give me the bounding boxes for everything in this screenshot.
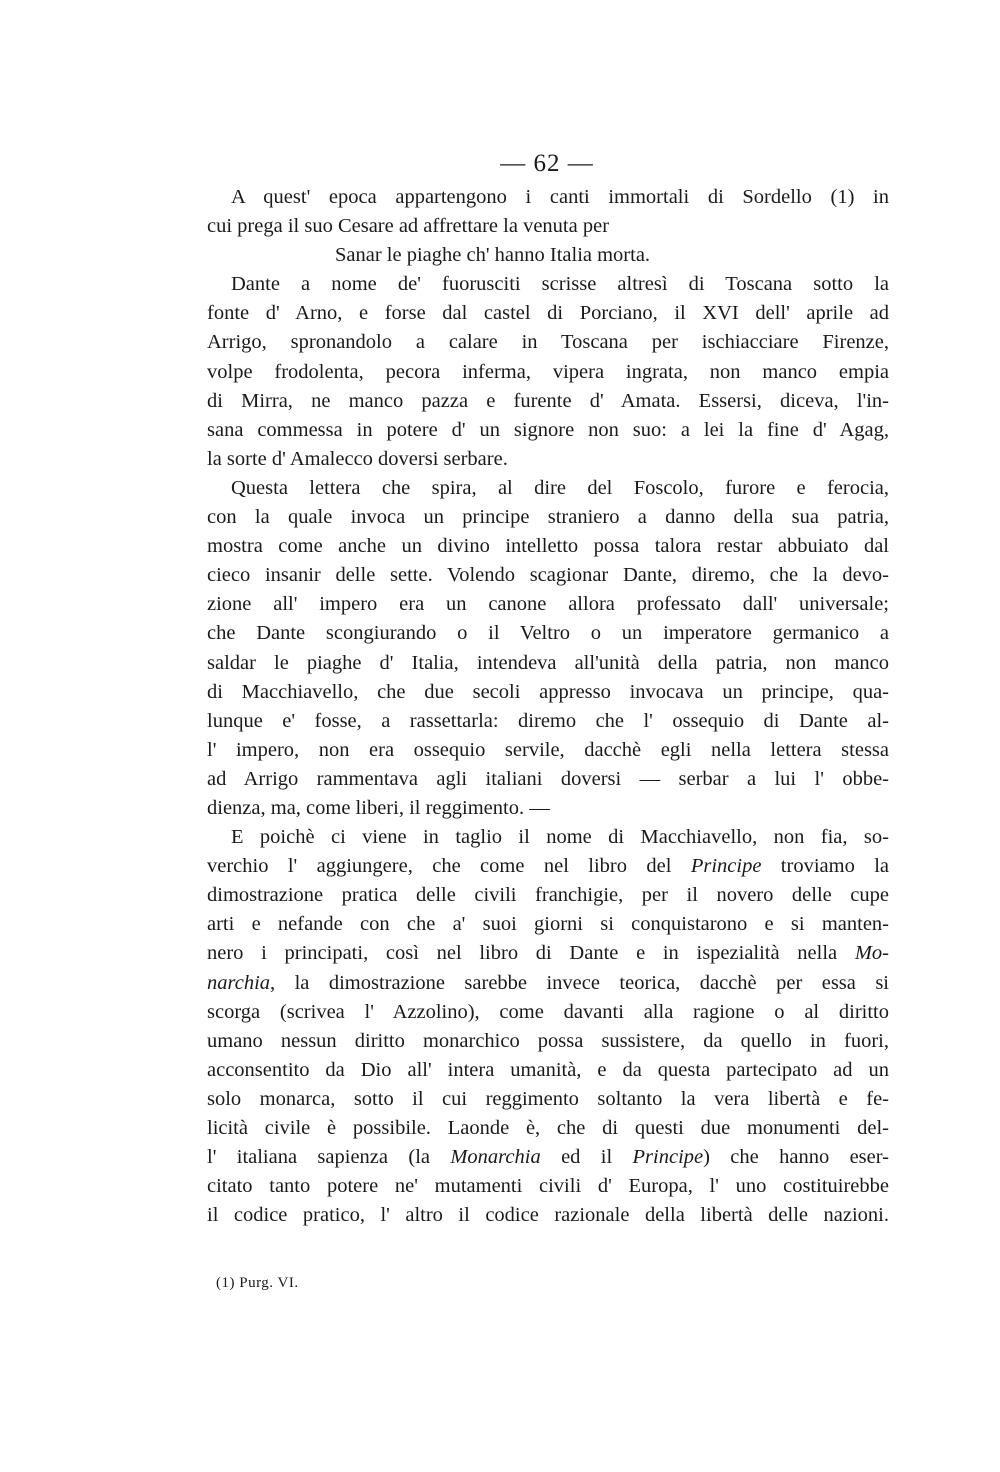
text-run: volpe frodolenta, pecora inferma, vipera ingrata, non manco empia — [207, 360, 889, 383]
text-run: troviamo la — [761, 855, 890, 878]
text-line — [207, 299, 889, 328]
body-text — [207, 183, 889, 1230]
text-run: il codice pratico, l' altro il codice razionale della libertà delle nazioni. — [207, 1204, 889, 1227]
text-line — [207, 532, 889, 561]
text-line — [207, 969, 889, 998]
text-run: l' italiana sapienza (la — [207, 1146, 451, 1169]
text-line — [207, 823, 889, 852]
text-run: ed il — [540, 1146, 633, 1169]
text-run: Dante a nome de' fuorusciti scrisse altresì di Toscana sotto la — [231, 273, 889, 296]
text-run: cui prega il suo Cesare ad affrettare la venuta per — [207, 215, 610, 238]
text-run: scorga (scrivea l' Azzolino), come davanti alla ragione o al diritto — [207, 1000, 889, 1023]
text-line — [207, 736, 889, 765]
text-line — [207, 445, 889, 474]
text-line — [207, 1172, 889, 1201]
text-run: acconsentito da Dio all' intera umanità, e da questa partecipato ad un — [207, 1058, 889, 1081]
text-run: Questa lettera che spira, al dire del Foscolo, furore e ferocia, — [231, 476, 889, 499]
text-run: saldar le piaghe d' Italia, intendeva all'unità della patria, non manco — [207, 651, 889, 674]
text-run: arti e nefande con che a' suoi giorni si conquistarono e si manten- — [207, 913, 889, 936]
text-line — [207, 1027, 889, 1056]
text-run: , la dimostrazione sarebbe invece teorica, dacchè per essa si — [270, 971, 889, 994]
text-run: di Macchiavello, che due secoli appresso invocava un principe, qua- — [207, 680, 889, 703]
text-line — [207, 270, 889, 299]
text-line — [207, 358, 889, 387]
text-run: solo monarca, sotto il cui reggimento soltanto la vera libertà e fe- — [207, 1087, 889, 1110]
text-run: Arrigo, spronandolo a calare in Toscana per ischiacciare Firenze, — [207, 331, 889, 354]
text-line — [207, 241, 889, 270]
text-line — [207, 1143, 889, 1172]
text-run: con la quale invoca un principe straniero a danno della sua patria, — [207, 506, 889, 529]
text-run: mostra come anche un divino intelletto possa talora restar abbuiato dal — [207, 535, 889, 558]
text-run: nero i principati, così nel libro di Dante e in ispezialità nella — [207, 942, 855, 965]
text-run: dimostrazione pratica delle civili franchigie, per il novero delle cupe — [207, 884, 889, 907]
text-line — [207, 1114, 889, 1143]
text-line — [207, 939, 889, 968]
text-line — [207, 881, 889, 910]
text-run: che Dante scongiurando o il Veltro o un imperatore germanico a — [207, 622, 889, 645]
text-line — [207, 212, 889, 241]
text-line — [207, 561, 889, 590]
text-run: sana commessa in potere d' un signore non suo: a lei la fine d' Agag, — [207, 418, 889, 441]
text-run: fonte d' Arno, e forse dal castel di Porciano, il XVI dell' aprile ad — [207, 302, 889, 325]
text-run: dienza, ma, come liberi, il reggimento. — — [207, 796, 550, 819]
text-line — [207, 765, 889, 794]
text-line — [207, 910, 889, 939]
italic-title: narchia — [207, 971, 271, 994]
text-run: di Mirra, ne manco pazza e furente d' Amata. Essersi, diceva, l'in- — [207, 389, 889, 412]
text-line — [207, 678, 889, 707]
text-run: la sorte d' Amalecco doversi serbare. — [207, 447, 508, 470]
text-run: l' impero, non era ossequio servile, dacchè egli nella lettera stessa — [207, 738, 889, 761]
text-line — [207, 1085, 889, 1114]
text-run: A quest' epoca appartengono i canti immortali di Sordello (1) in — [231, 186, 889, 208]
text-run: ) che hanno eser- — [703, 1146, 889, 1169]
text-line — [207, 852, 889, 881]
text-run: citato tanto potere ne' mutamenti civili d' Europa, l' uno costituirebbe — [207, 1175, 889, 1198]
text-line — [207, 328, 889, 357]
text-run: Sanar le piaghe ch' hanno Italia morta. — [335, 244, 651, 267]
text-line — [207, 416, 889, 445]
text-line — [207, 649, 889, 678]
text-run: cieco insanir delle sette. Volendo scagionar Dante, diremo, che la devo- — [207, 564, 889, 587]
text-run: ad Arrigo rammentava agli italiani doversi — serbar a lui l' obbe- — [207, 767, 889, 790]
footnote: (1) Purg. VI. — [216, 1275, 299, 1291]
italic-title: Mo- — [854, 942, 889, 965]
text-line — [207, 1201, 889, 1230]
text-line — [207, 619, 889, 648]
text-line — [207, 794, 889, 823]
text-line — [207, 474, 889, 503]
text-line — [207, 183, 889, 212]
text-line — [207, 387, 889, 416]
text-run: verchio l' aggiungere, che come nel libro del — [207, 855, 691, 878]
italic-title: Principe — [632, 1146, 704, 1169]
text-line — [207, 998, 889, 1027]
text-run: zione all' impero era un canone allora professato dall' universale; — [207, 593, 889, 616]
text-run: licità civile è possibile. Laonde è, che di questi due monumenti del- — [207, 1117, 889, 1139]
text-line — [207, 503, 889, 532]
text-line — [207, 707, 889, 736]
text-run: E poichè ci viene in taglio il nome di Macchiavello, non fia, so- — [231, 826, 889, 849]
text-run: lunque e' fosse, a rassettarla: diremo che l' ossequio di Dante al- — [207, 709, 889, 732]
text-line — [207, 1056, 889, 1085]
italic-title: Monarchia — [450, 1146, 541, 1169]
text-line — [207, 590, 889, 619]
page-number: — 62 — — [500, 150, 594, 177]
text-run: umano nessun diritto monarchico possa sussistere, da quello in fuori, — [207, 1029, 889, 1052]
italic-title: Principe — [690, 855, 762, 878]
